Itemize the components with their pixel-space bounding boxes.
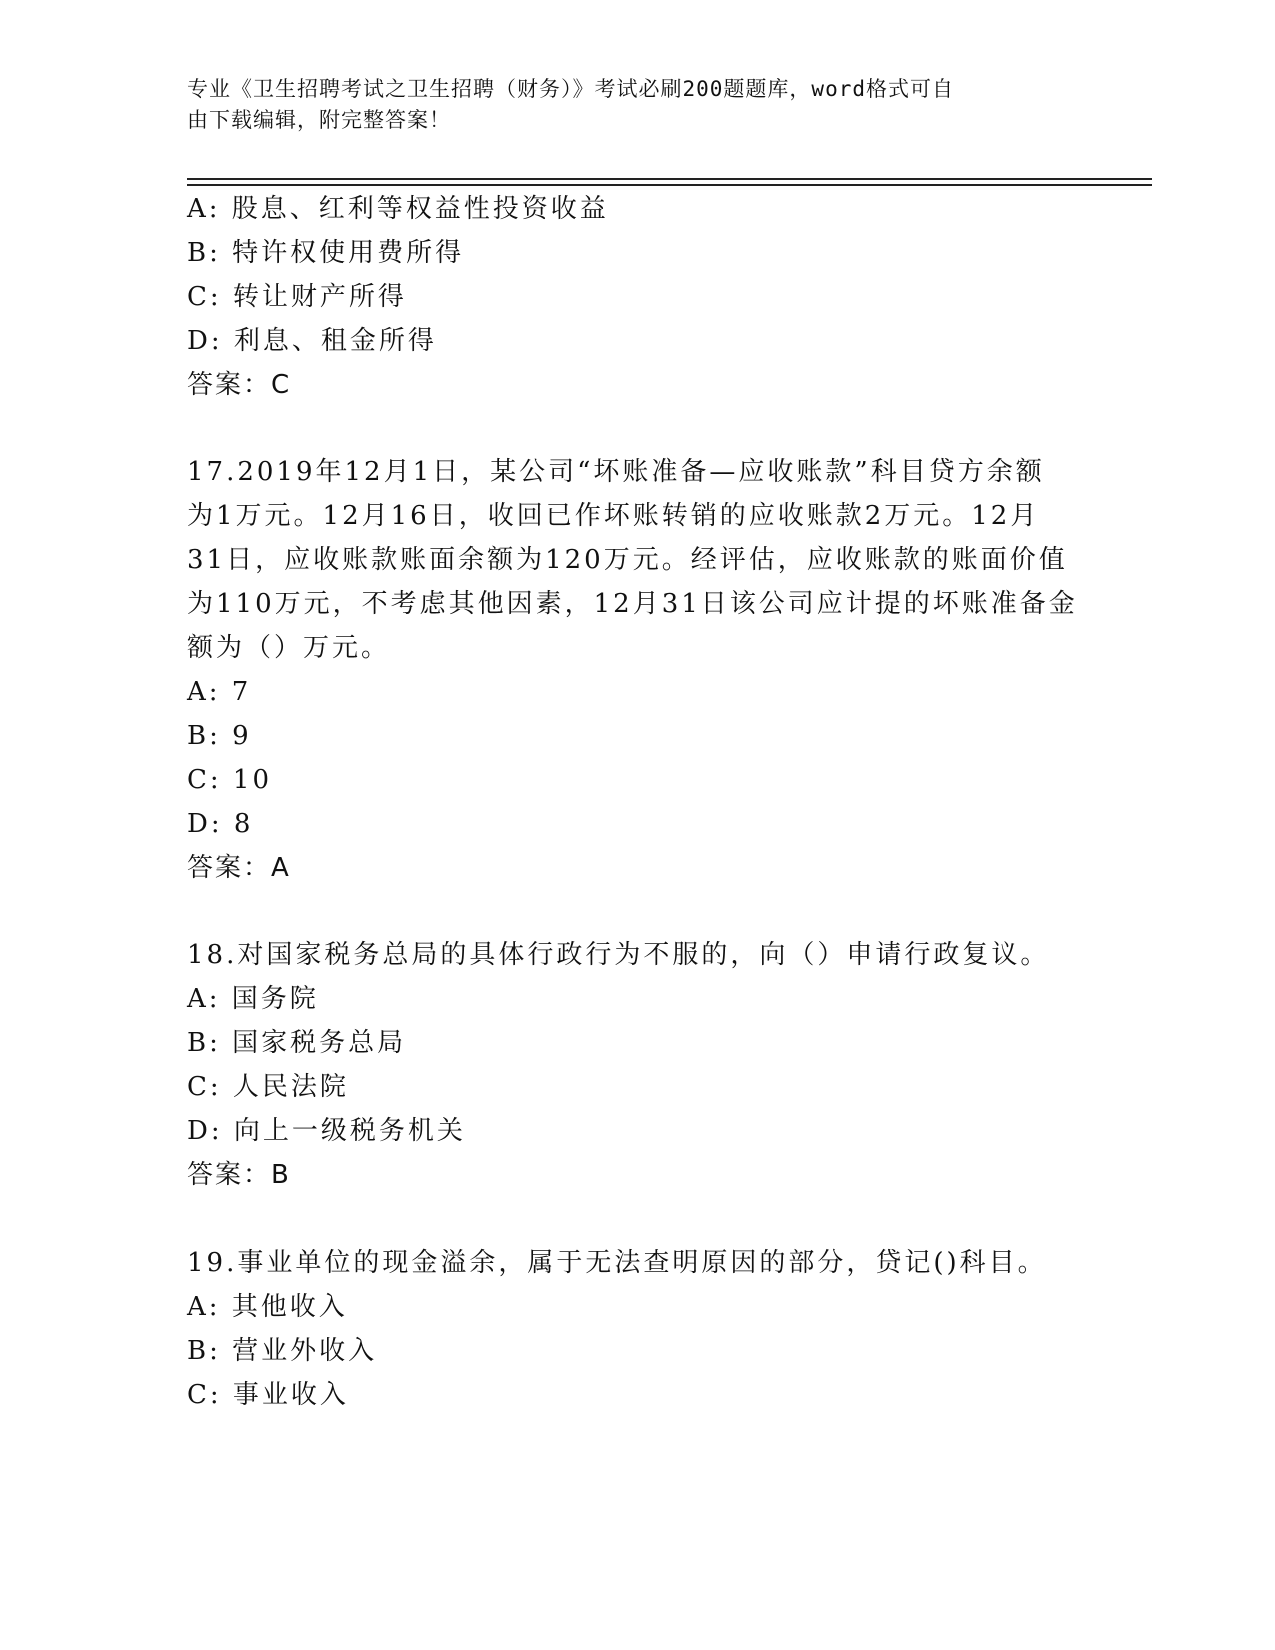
q19-option-b: B: 营业外收入	[187, 1336, 378, 1366]
header-divider-top	[187, 178, 1152, 180]
q18-answer: 答案：B	[187, 1160, 291, 1190]
header-line-2: 由下载编辑，附完整答案！	[187, 108, 451, 132]
q18-option-c: C: 人民法院	[187, 1072, 349, 1102]
q19-option-a: A: 其他收入	[187, 1292, 348, 1322]
q19-stem: 19.事业单位的现金溢余，属于无法查明原因的部分，贷记()科目。	[187, 1248, 1047, 1278]
q17-stem-line-3: 31日，应收账款账面余额为120万元。经评估，应收账款的账面价值	[187, 545, 1068, 575]
q16-option-c: C: 转让财产所得	[187, 282, 407, 312]
header-divider-bottom	[187, 184, 1152, 186]
q17-stem-line-4: 为110万元，不考虑其他因素，12月31日该公司应计提的坏账准备金	[187, 589, 1078, 619]
q17-answer: 答案：A	[187, 853, 291, 883]
q17-option-b: B: 9	[187, 721, 252, 751]
q17-stem-line-2: 为1万元。12月16日，收回已作坏账转销的应收账款2万元。12月	[187, 501, 1040, 531]
q16-option-a: A: 股息、红利等权益性投资收益	[187, 194, 609, 224]
q16-answer: 答案：C	[187, 370, 292, 400]
q17-option-a: A: 7	[187, 677, 252, 707]
q17-stem-line-5: 额为（）万元。	[187, 633, 391, 663]
document-header	[187, 74, 1067, 136]
q16-option-b: B: 特许权使用费所得	[187, 238, 465, 268]
q16-option-d: D: 利息、租金所得	[187, 326, 437, 356]
q19-option-c: C: 事业收入	[187, 1380, 349, 1410]
q17-stem-line-1: 17.2019年12月1日，某公司“坏账准备—应收账款”科目贷方余额	[187, 457, 1045, 487]
q17-option-d: D: 8	[187, 809, 254, 839]
q18-stem: 18.对国家税务总局的具体行政行为不服的，向（）申请行政复议。	[187, 940, 1050, 970]
q18-option-a: A: 国务院	[187, 984, 319, 1014]
q17-option-c: C: 10	[187, 765, 273, 795]
header-line-1: 专业《卫生招聘考试之卫生招聘（财务）》考试必刷200题题库，word格式可自	[187, 77, 954, 101]
q18-option-b: B: 国家税务总局	[187, 1028, 407, 1058]
q18-option-d: D: 向上一级税务机关	[187, 1116, 466, 1146]
